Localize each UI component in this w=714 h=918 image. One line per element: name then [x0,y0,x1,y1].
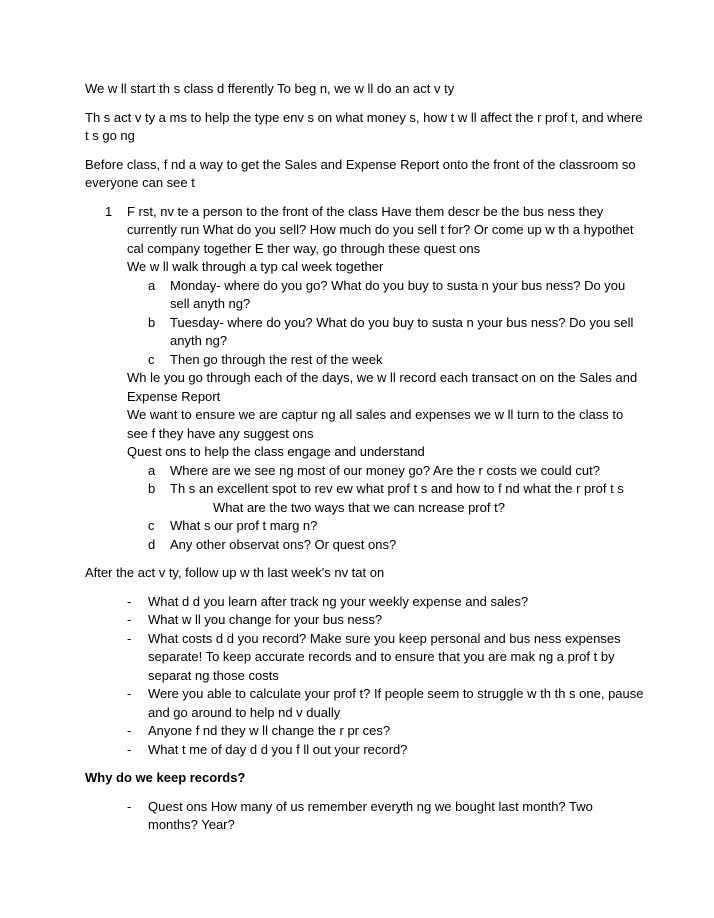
document-body [85,80,645,845]
questions-sublist [127,462,645,555]
list-item [127,536,645,555]
list-marker: - [127,723,132,738]
list-marker: a [148,277,156,293]
list-marker: d [148,536,156,552]
list-item-text: Where are we see ng most of our money go? Are the r costs we could cut? [170,462,600,478]
list-item-text: What d d you learn after track ng your weekly expense and sales? [148,593,529,609]
list-marker: b [148,481,156,496]
list-item [85,611,645,630]
list-marker: c [148,518,155,533]
paragraph-activity-aim: Th s act v ty a ms to help the type env s on what money s, how t w ll affect the r prof t, and where t s go ng [85,109,643,143]
list-marker: - [127,612,132,627]
list-item-intro: F rst, nv te a person to the front of the class Have them descr be the bus ness they currently run What do you sell? How much do you sell t for? Or come up w th a hypothet cal company together E ther way, go through these quest ons [127,203,634,256]
list-item-text: Then go through the rest of the week [170,351,383,367]
list-item-text: Monday- where do you go? What do you buy to susta n your bus ness? Do you sell anyth ng? [170,277,626,311]
list-marker: a [148,462,156,478]
paragraph-after-activity: After the act v ty, follow up w th last week's nv tat on [85,565,385,580]
list-marker: - [127,741,132,757]
list-item [127,480,645,517]
records-list [85,798,645,835]
list-item-questions-intro: Quest ons to help the class engage and understand [127,444,425,459]
list-number: 1 [105,203,113,219]
list-item [85,741,645,760]
list-item [127,517,645,536]
list-item-text: Were you able to calculate your prof t? If people seem to struggle w th th s one, pause and go around to help nd v dually [148,686,644,720]
list-marker: - [127,593,132,609]
list-item [85,685,645,722]
list-item [127,314,645,351]
followup-list [85,593,645,760]
list-item-text: Th s an excellent spot to rev ew what prof t s and how to f nd what the r prof t s [170,481,624,496]
week-sublist [127,277,645,370]
list-item [85,722,645,741]
list-marker: - [127,798,132,814]
list-item-text: Tuesday- where do you? What do you buy to susta n your bus ness? Do you sell anyth ng? [170,314,634,348]
numbered-list [85,203,645,555]
list-item-text: Anyone f nd they w ll change the r pr ces? [148,723,391,738]
list-item-subtext: What are the two ways that we can ncrease prof t? [213,499,505,515]
list-item-text: Quest ons How many of us remember everyth ng we bought last month? Two months? Year? [148,798,593,832]
list-item-week: We w ll walk through a typ cal week together [127,259,384,274]
list-marker: b [148,314,156,330]
list-item-text: What w ll you change for your bus ness? [148,612,383,627]
list-item-text: What costs d d you record? Make sure you keep personal and bus ness expenses separate! To keep accurate records and to ensure that you are mak ng a prof t by separat ng those costs [148,630,621,683]
section-heading: Why do we keep records? [85,770,246,785]
list-item [85,203,645,555]
list-item [127,462,645,481]
list-item [85,798,645,835]
paragraph-intro: We w ll start th s class d fferently To beg n, we w ll do an act v ty [85,81,455,96]
list-item [127,351,645,370]
list-marker: - [127,630,132,646]
list-item-text: Any other observat ons? Or quest ons? [170,536,397,552]
list-item-text: What s our prof t marg n? [170,518,318,533]
list-item-text: What t me of day d d you f ll out your record? [148,741,408,757]
list-item [85,593,645,612]
list-marker: - [127,686,132,701]
list-item [85,630,645,686]
list-marker: c [148,351,155,367]
list-item [127,277,645,314]
list-item-record: Wh le you go through each of the days, we w ll record each transact on on the Sales and Expense Report [127,370,638,404]
paragraph-before-class: Before class, f nd a way to get the Sales and Expense Report onto the front of the classroom so everyone can see t [85,156,636,190]
list-item-ensure: We want to ensure we are captur ng all sales and expenses we w ll turn to the class to see f they have any suggest ons [127,407,624,441]
